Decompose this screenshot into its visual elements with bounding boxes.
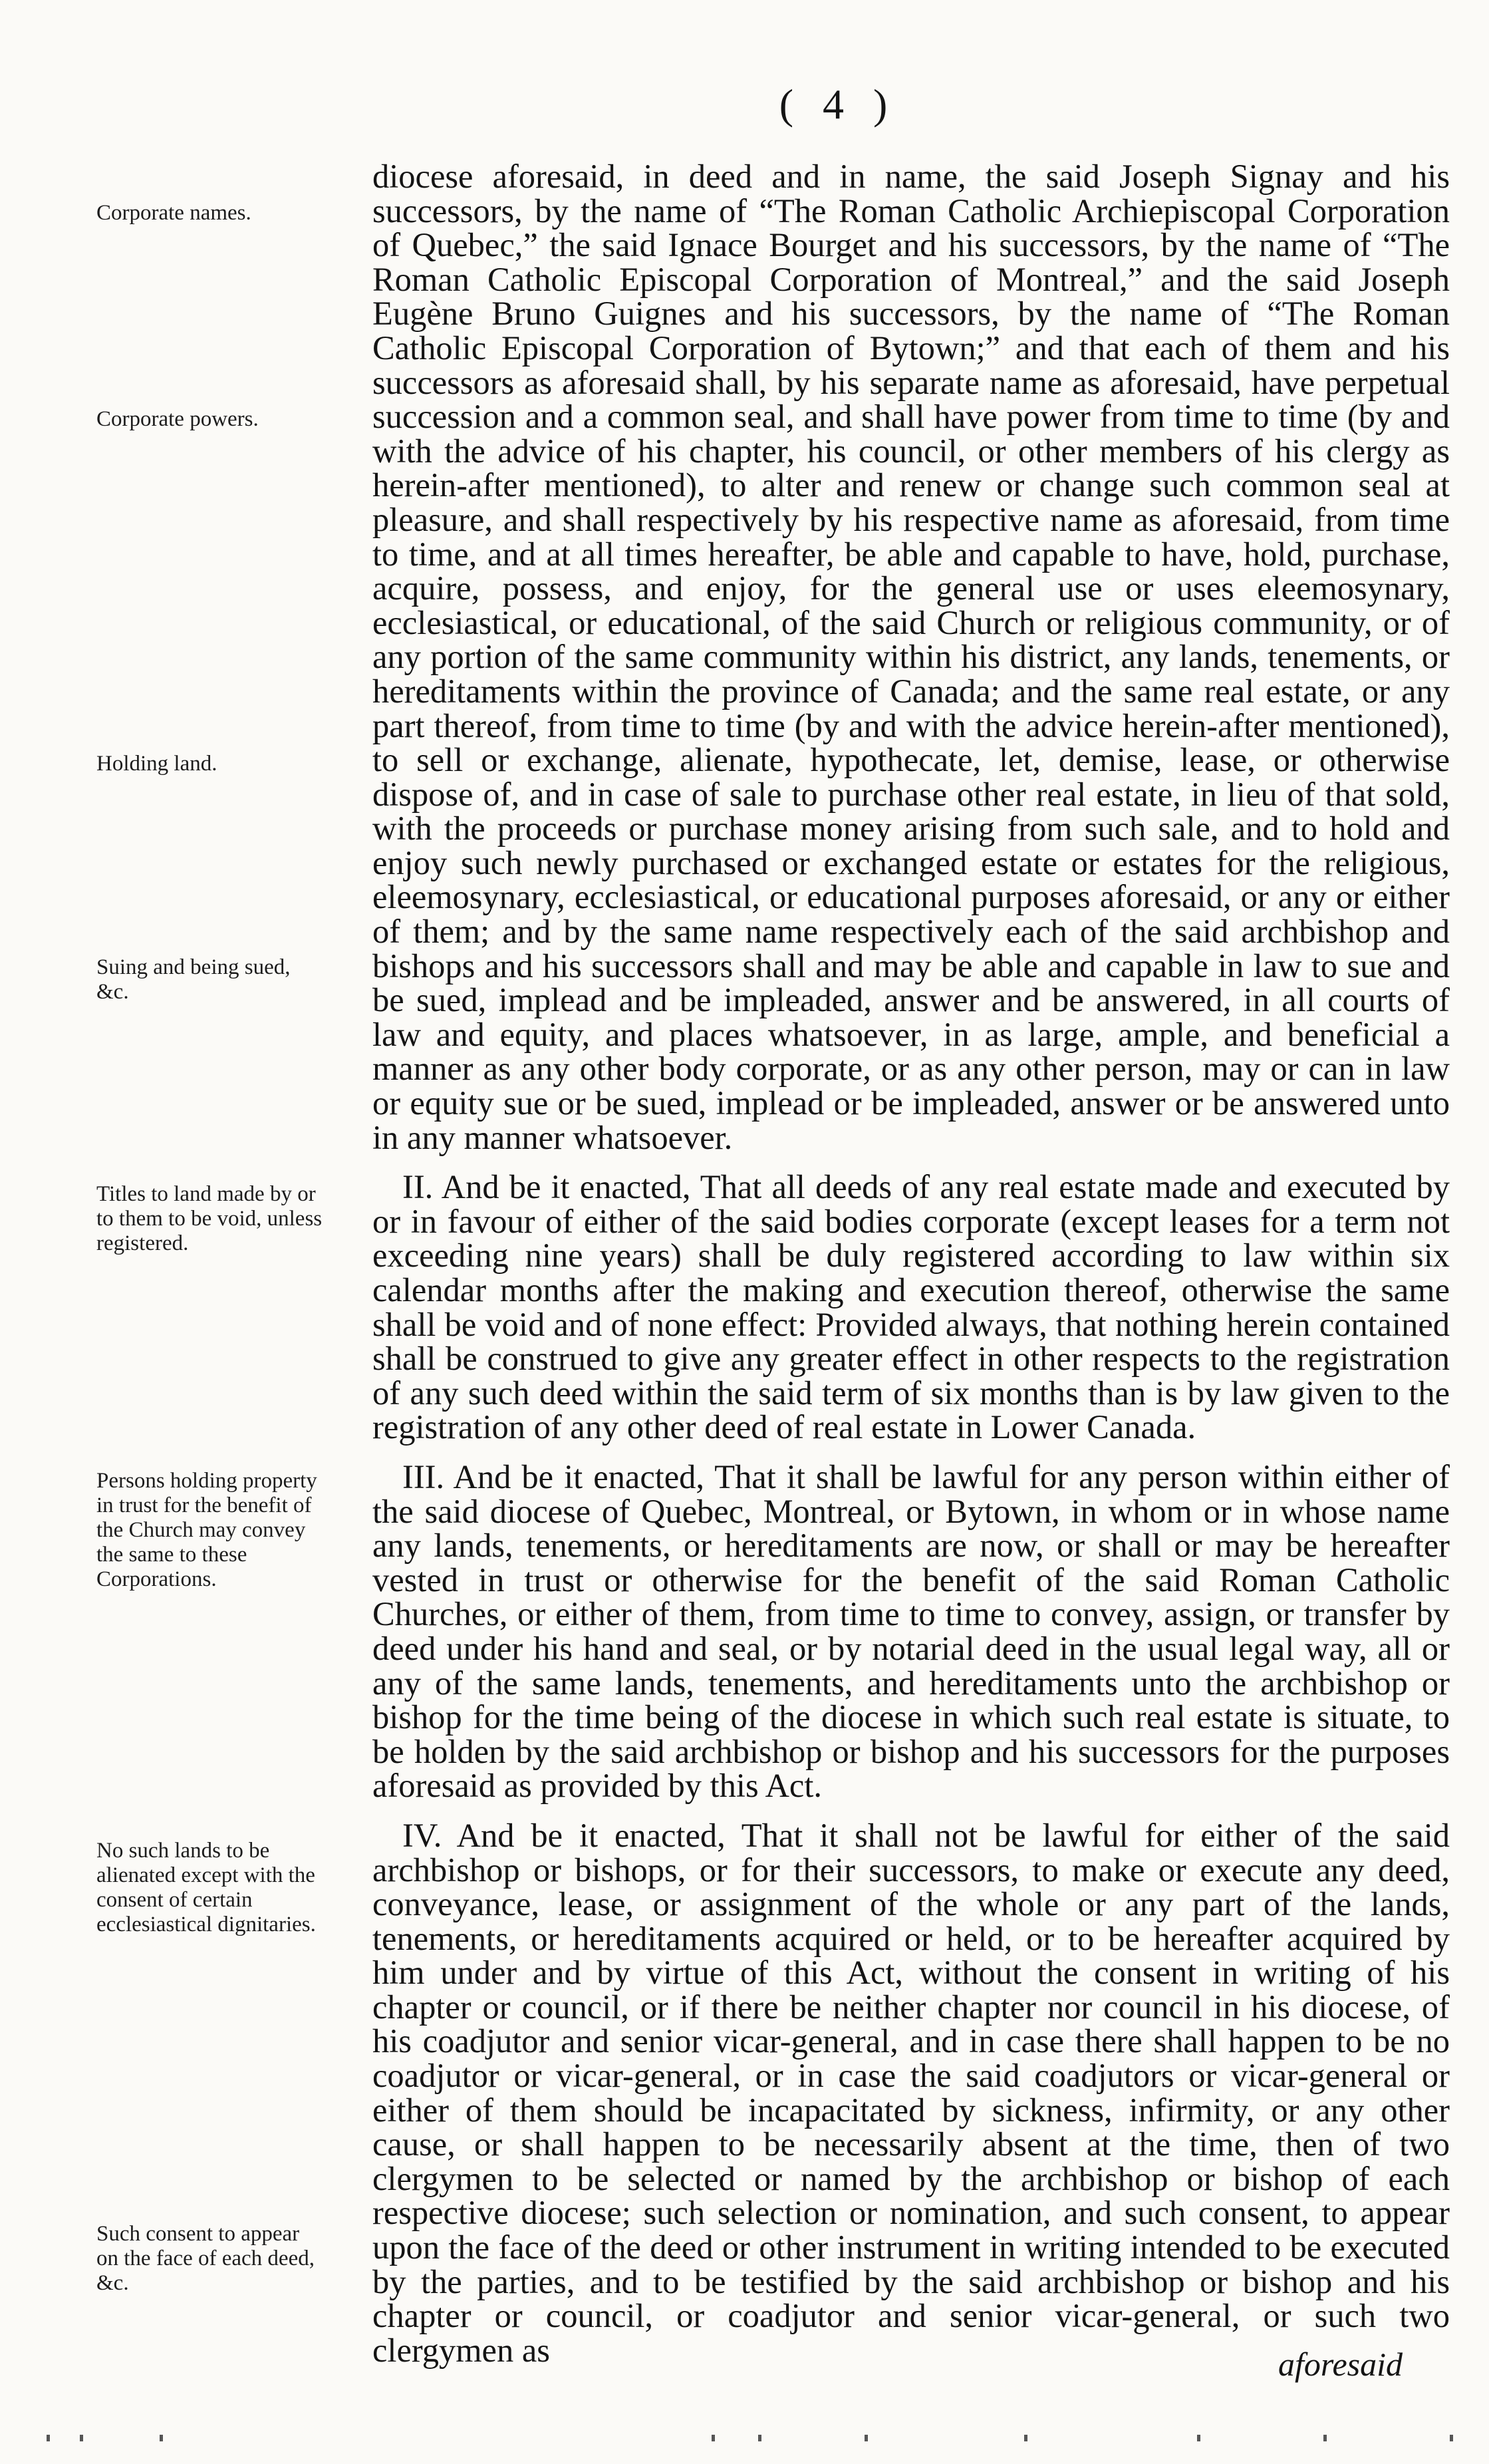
paragraph-section-iii: III. And be it enacted, That it shall be lawful for any person within either of the said diocese of Quebec, Montreal, or Bytown, in whom or in whose name any lands, tenements, or hereditaments are now, or shall or may be hereafter vested in trust or otherwise for the benefit of the said Roman Catholic Churches, or either of them, from time to time to convey, assign, or transfer by deed under his hand and seal, or by notarial deed in the usual legal way, all or any of the same lands, tenements, and hereditaments unto the archbishop or bishop for the time being of the diocese in which such real estate is situate, to be holden by the said archbishop or bishop and his successors for the purposes aforesaid as provided by this Act. xyxy=(372,1458,1450,1805)
paragraph-section-iv: IV. And be it enacted, That it shall not be lawful for either of the said archbishop or bishops, or for their successors, to make or execute any deed, conveyance, lease, or assignment of the whole or any part of the lands, tenements, or hereditaments acquired or held, or to be hereafter acquired by him under and by virtue of this Act, without the consent in writing of his chapter or council, or if there be neither chapter nor council in his diocese, of his coadjutor and senior vicar-general, and in case there shall happen to be no coadjutor or vicar-general, or in case the said coadjutors or vicar-general or either of them should be incapacitated by sickness, infirmity, or any other cause, or shall happen to be necessarily absent at the time, then of two clergymen to be selected or named by the archbishop or bishop of each respective diocese; such selection or nomination, and such consent, to appear upon the face of the deed or other instrument in writing intended to be executed by the parties, and to be testified by the said archbishop or bishop and his chapter or council, or coadjutor and senior vicar-general, or such two clergymen as xyxy=(372,1816,1450,2369)
margin-note-suing: Suing and being sued, &c. xyxy=(96,955,291,1004)
page-body xyxy=(60,158,1450,2395)
paragraph-section-ii: II. And be it enacted, That all deeds of any real estate made and executed by or in favour of either of the said bodies corporate (except leases for a term not exceeding nine years) shall be duly registered according to law within six calendar months after the making and execution thereof, otherwise the same shall be void and of none effect: Provided always, that nothing herein contained shall be construed to give any greater effect in other respects to the registration of any such deed within the said term of six months than is by law given to the registration of any other deed of real estate in Lower Canada. xyxy=(372,1168,1450,1446)
margin-note-titles-registered: Titles to land made by or to them to be void, unless registered. xyxy=(96,1182,323,1255)
margin-note-holding-land: Holding land. xyxy=(96,752,217,776)
paragraph-corporations: diocese aforesaid, in deed and in name, the said Joseph Signay and his successors, by the name of “The Roman Catholic Archiepiscopal Corporation of Quebec,” the said Ignace Bourget and his successors, by the name of “The Roman Catholic Episcopal Corporation of Montreal,” and the said Joseph Eugène Bruno Guignes and his successors, by the name of “The Roman Catholic Episcopal Corporation of Bytown;” and that each of them and his successors as aforesaid shall, by his separate name as aforesaid, have perpetual succession and a common seal, and shall have power from time to time (by and with the advice of his chapter, his council, or other members of his clergy as herein-after mentioned), to alter and renew or change such common seal at pleasure, and shall respectively by his respective name as aforesaid, from time to time, and at all times hereafter, be able and capable to have, hold, purchase, acquire, possess, and enjoy, for the general use or uses eleemosynary, ecclesiastical, or educational, of the said Church or religious community, or of any portion of the same community within his district, any lands, tenements, or hereditaments within the province of Canada; and the same real estate, or any part thereof, from time to time (by and with the advice herein-after mentioned), to sell or exchange, alienate, hypothecate, let, demise, lease, or otherwise dispose of, and in case of sale to purchase other real estate, in lieu of that sold, with the proceeds or purchase money arising from such sale, and to hold and enjoy such newly purchased or exchanged estate or estates for the religious, eleemosynary, ecclesiastical, or educational purposes aforesaid, or any or either of them; and by the same name respectively each of the said archbishop and bishops and his successors shall and may be able and capable in law to sue and be sued, implead and be impleaded, answer and be answered, in all courts of law and equity, and places whatsoever, in as large, ample, and beneficial a manner as any other body corporate, or as any other person, may or can in law or equity sue or be sued, implead or be impleaded, answer or be answered unto in any manner whatsoever. xyxy=(372,158,1450,1156)
page-header: ( 4 ) xyxy=(779,80,897,128)
margin-note-corporate-powers: Corporate powers. xyxy=(96,407,259,431)
statute-text xyxy=(372,160,1450,2368)
margin-note-corporate-names: Corporate names. xyxy=(96,201,251,225)
margin-note-no-lands-alienated: No such lands to be alienated except with the consent of certain ecclesiastical dignitaries. xyxy=(96,1839,316,1936)
margin-note-consent-on-deed: Such consent to appear on the face of each deed, &c. xyxy=(96,2222,315,2295)
scan-artifacts xyxy=(0,2435,1489,2455)
margin-note-persons-holding-property: Persons holding property in trust for the benefit of the Church may convey the same to these Corporations. xyxy=(96,1469,317,1591)
catchword: aforesaid xyxy=(1278,2346,1403,2383)
